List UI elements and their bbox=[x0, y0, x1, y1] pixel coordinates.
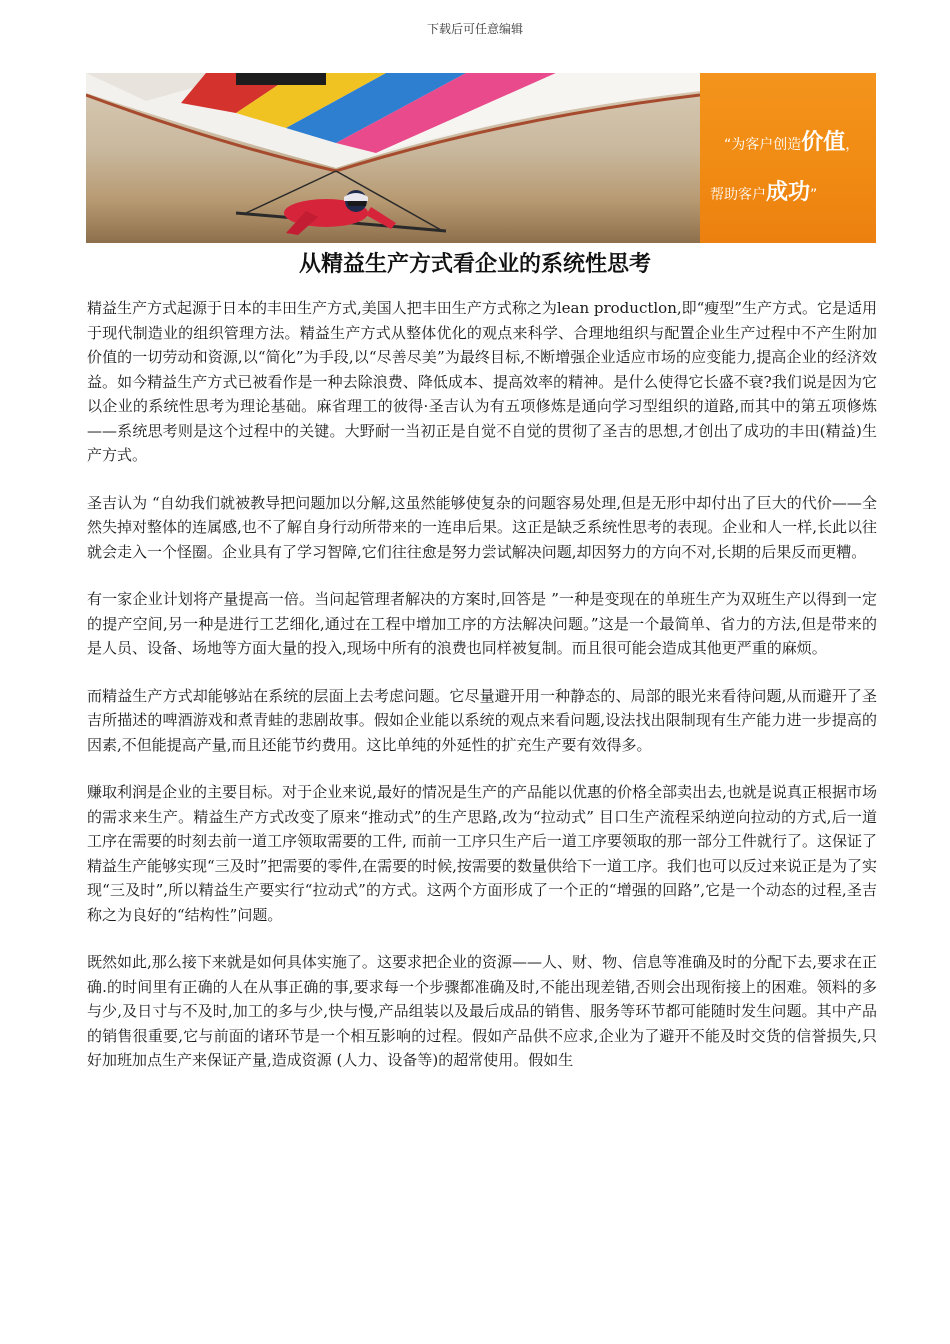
paragraph: 赚取利润是企业的主要目标。对于企业来说,最好的情况是生产的产品能以优惠的价格全部卖出去,也就是说真正根据市场的需求来生产。精益生产方式改变了原来“推动式”的生产思路,改为“拉动式” 目口生产流程采纳逆向拉动的方式,后一道工序在需要的时刻去前一道工序领取需要的工件, 而前一工序只生产后一道工序要领取的那一部分工件就行了。这保证了精益生产能够实现“三及时”把需要的零件,在需要的时候,按需要的数量供给下一道工序。我们也可以反过来说正是为了实现“三及时”,所以精益生产要实行“拉动式”的方式。这两个方面形成了一个正的“增强的回路”,它是一个动态的过程,圣吉称之为良好的“结构性”问题。 bbox=[87, 783, 877, 924]
paragraph: 而精益生产方式却能够站在系统的层面上去考虑问题。它尽量避开用一种静态的、局部的眼光来看待问题,从而避开了圣吉所描述的啤酒游戏和煮青蛙的悲剧故事。假如企业能以系统的观点来看问题,设法找出限制现有生产能力进一步提高的因素,不但能提高产量,而且还能节约费用。这比单纯的外延性的扩充生产要有效得多。 bbox=[87, 686, 877, 754]
paragraph: 既然如此,那么接下来就是如何具体实施了。这要求把企业的资源——人、财、物、信息等准确及时的分配下去,要求在正确.的时间里有正确的人在从事正确的事,要求每一个步骤都准确及时,不能出现差错,否则会出现衔接上的困难。领料的多与少,及日寸与不及时,加工的多与少,快与慢,产品组装以及最后成品的销售、服务等环节都可能随时发生问题。其中产品的销售很重要,它与前面的诸环节是一个相互影响的过程。假如产品供不应求,企业为了避开不能及时交货的信誉损失,只好加班加点生产来保证产量,造成资源 (人力、设备等)的超常使用。假如生 bbox=[87, 953, 877, 1069]
hang-glider-illustration bbox=[86, 73, 700, 243]
paragraph: 圣吉认为 “自幼我们就被教导把问题加以分解,这虽然能够使复杂的问题容易处理,但是无形中却付出了巨大的代价——全然失掉对整体的连属感,也不了解自身行动所带来的一连串后果。这正是缺乏系统性思考的表现。企业和人一样,长此以往就会走入一个怪圈。企业具有了学习智障,它们往往愈是努力尝试解决问题,却因努力的方向不对,长期的后果反而更糟。 bbox=[87, 493, 877, 561]
slogan-line-2-emphasis: 成功 bbox=[766, 180, 811, 205]
paragraph: 有一家企业计划将产量提高一倍。当问起管理者解决的方案时,回答是 ”一种是变现在的单班生产为双班生产以得到一定的提产空间,另一种是进行工艺细化,通过在工程中增加工序的方法解决问题。”这是一个最简单、省力的方法,但是带来的是人员、设备、场地等方面大量的投入,现场中所有的浪费也同样被复制。而且很可能会造成其他更严重的麻烦。 bbox=[87, 590, 877, 657]
slogan-line-2-prefix: 帮助客户 bbox=[710, 187, 766, 203]
slogan-line-2-suffix: ” bbox=[810, 187, 818, 203]
slogan-panel bbox=[700, 73, 876, 243]
banner bbox=[86, 73, 876, 243]
slogan-line-1-prefix: “为客户创造 bbox=[724, 137, 802, 153]
hang-glider-photo bbox=[86, 73, 700, 243]
slogan-line-2 bbox=[710, 175, 817, 206]
slogan-line-1-emphasis: 价值 bbox=[801, 130, 846, 155]
slogan-line-1-suffix: ， bbox=[845, 137, 860, 153]
slogan-line-1 bbox=[724, 125, 859, 156]
document-body bbox=[87, 296, 877, 1096]
document-title: 从精益生产方式看企业的系统性思考 bbox=[298, 252, 651, 277]
page-header: 下载后可任意编辑 bbox=[426, 22, 523, 36]
paragraph: 精益生产方式起源于日本的丰田生产方式,美国人把丰田生产方式称之为lean productlon,即“瘦型”生产方式。它是适用于现代制造业的组织管理方法。精益生产方式从整体优化的观点来科学、合理地组织与配置企业生产过程中不产生附加价值的一切劳动和资源,以“简化”为手段,以“尽善尽美”为最终目标,不断增强企业适应市场的应变能力,提高企业的经济效益。如今精益生产方式已被看作是一种去除浪费、降低成本、提高效率的精神。是什么使得它长盛不衰?我们说是因为它以企业的系统性思考为理论基础。麻省理工的彼得·圣吉认为有五项修炼是通向学习型组织的道路,而其中的第五项修炼——系统思考则是这个过程中的关键。大野耐一当初正是自觉不自觉的贯彻了圣吉的思想,才创出了成功的丰田(精益)生产方式。 bbox=[87, 299, 877, 464]
